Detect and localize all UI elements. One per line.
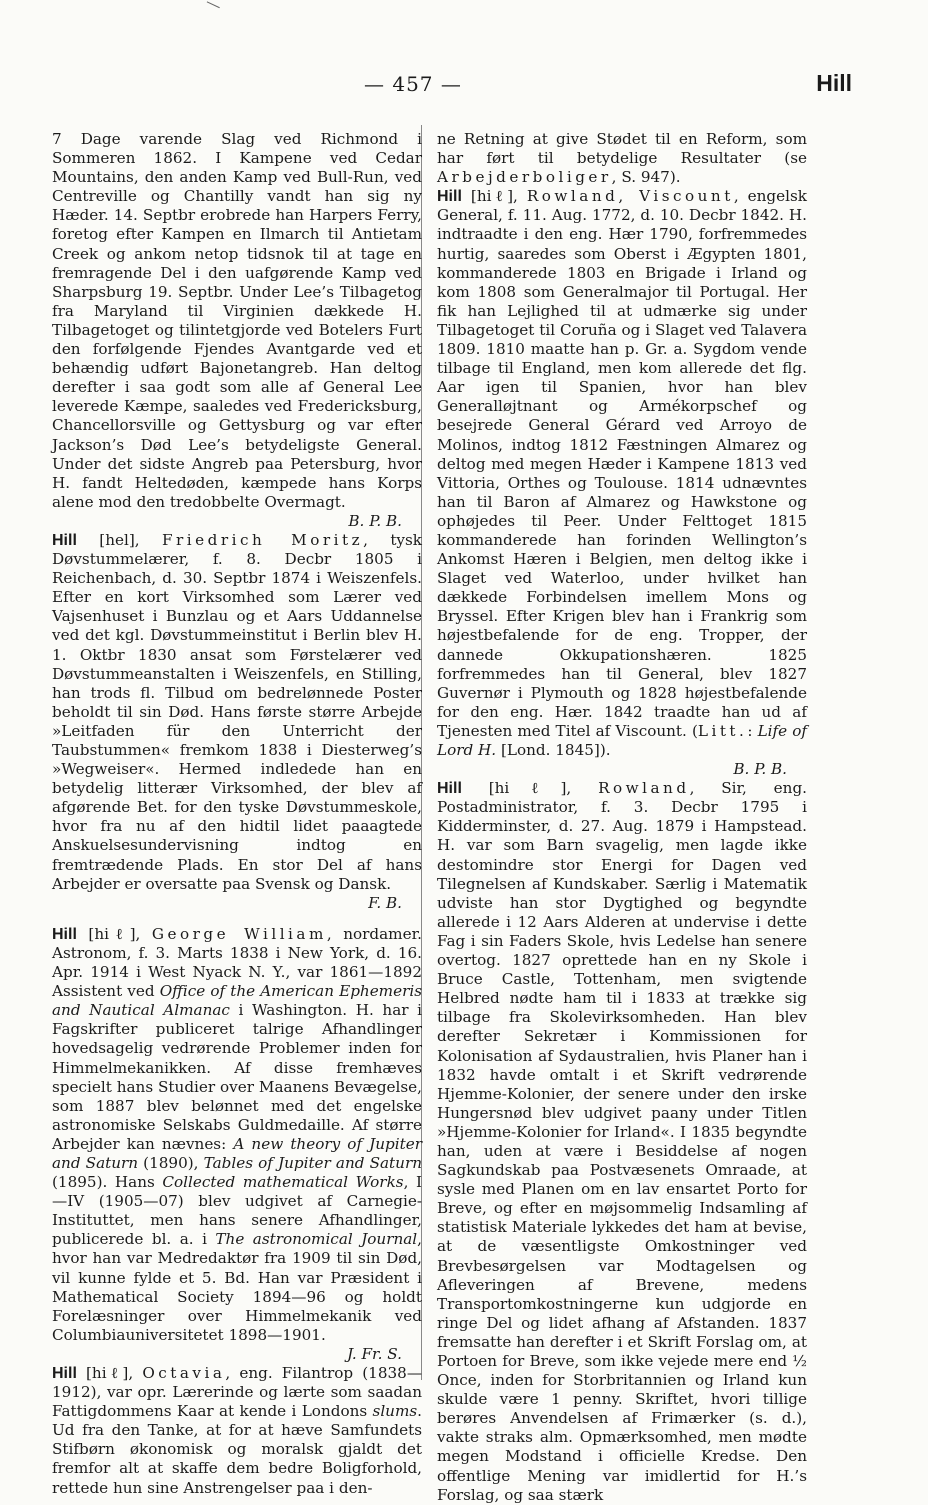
entry-text: (1890), xyxy=(138,1153,204,1172)
entry-text: , tysk Døvstummelærer, f. 8. Decbr 1805 i Reichenbach, d. 30. Septbr 1874 i Weiszenfels. Efter en kort Virksomhed som Lærer ved Vajsenhuset i Bunzlau og et Aars Uddannelse ved det kgl. Døvstummeinstitut i Berlin blev H. 1. Oktbr 1830 ansat som Førstelærer ved Døvstummeanstalten i Weiszenfels, en Stilling, han trods fl. Tilbud om bedrelønnede Poster beholdt til sin Død. Hans første større Arbejde »Leitfaden für den Unterricht der Taubstummen« fremkom 1838 i Diesterweg’s »Wegweiser«. Hermed indledede han en betydelig litterær Virksomhed, der blev af afgørende Bet. for den tyske Døvstummeskole, hvor fra nu af den hidtil lidet paaagtede Anskuelsesundervisning indtog en fremtrædende Plads. En stor Del af hans Arbejder er oversatte paa Svensk og Dansk. xyxy=(52,530,422,893)
right-column xyxy=(437,130,807,1505)
entry-name: Rowland, Viscount xyxy=(526,187,734,206)
author-signature: F. B. xyxy=(368,893,402,912)
pronunciation: [hiℓ], xyxy=(461,779,599,798)
entry-text: , nordamer. Astronom, f. 3. Marts 1838 i New York, d. 16. Apr. 1914 i West Nyack N. Y., var 1861—1892 Assistent ved xyxy=(52,924,422,1001)
page-header xyxy=(52,72,852,102)
entry-continuation xyxy=(52,130,422,531)
headword: Hill xyxy=(52,1365,77,1382)
author-signature: B. P. B. xyxy=(733,760,787,779)
cross-reference: Arbejderboliger xyxy=(437,168,612,187)
entry-name: George William xyxy=(151,924,327,943)
entry-hill-rowland-sir xyxy=(437,779,807,1505)
literature-label: Litt. xyxy=(697,721,748,740)
running-head: Hill xyxy=(816,70,852,96)
pronunciation: [hiℓ], xyxy=(461,187,527,206)
entry-hill-octavia xyxy=(52,1364,422,1498)
italic-title: A new theory of Jupiter and Saturn xyxy=(52,1134,422,1172)
headword: Hill xyxy=(52,925,77,943)
entry-text: , Sir, eng. Postadministrator, f. 3. Decbr 1795 i Kidderminster, d. 27. Aug. 1879 i Hampstead. H. var som Barn svagelig, men lagde ikke destomindre stor Energi for Dagen ved Tilegnelsen af Kundskaber. Særlig i Matematik udviste han stor Dygtighed og begyndte allerede i 12 Aars Alderen at undervise i dette Fag i sin Faders Skole, hvis Ledelse han senere overtog. 1827 oprettede han en ny Skole i Bruce Castle, Tottenham, men svigtende Helbred nødte ham til i 1833 at trække sig tilbage fra Skolevirksomheden. Han blev derefter Sekretær i Kommissionen for Kolonisation af Sydaustralien, hvis Planer han i 1832 havde omtalt i et Skrift vedrørende Hjemme-Kolonier, der senere under den irske Hungersnød blev udgivet paany under Titlen »Hjemme-Kolonier for Irland«. I 1835 begyndte han, uden at være i Besiddelse af nogen Sagkundskab paa Postvæsenets Omraade, at sysle med Planen om en lav ensartet Porto for Breve, og efter en møjsommelig Indsamling af statistisk Materiale lykkedes det ham at bevise, at de væsentligste Omkostninger ved Brevbesørgelsen var Modtagelsen og Afleveringen af Brevene, medens Transportomkostningerne kun udgjorde en ringe Del og lidet afhang af Afstanden. 1837 fremsatte han derefter i et Skrift Forslag om, at Portoen for Breve, som ikke vejede mere end ½ Once, inden for Storbritannien og Irland kun skulde være 1 penny. Skriftet, hvori tillige berøres Anvendelsen af Frimærker (s. d.), vakte straks alm. Opmærksomhed, men mødte megen Modstand i officielle Kredse. Den offentlige Mening var imidlertid for H.’s Forslag, og saa stærk xyxy=(437,779,808,1504)
headword: Hill xyxy=(437,188,462,206)
author-signature: J. Fr. S. xyxy=(346,1344,402,1363)
italic-title: Office of the American Ephemeris and Nautical Almanac xyxy=(52,982,422,1020)
entry-name: Friedrich Moritz xyxy=(162,530,364,549)
italic-title: Tables of Jupiter and Saturn xyxy=(203,1153,422,1172)
headword: Hill xyxy=(52,531,77,549)
entry-text: ne Retning at give Stødet til en Reform, som har ført til betydelige Resultater (se xyxy=(437,130,807,168)
entry-name: Rowland xyxy=(598,779,690,798)
entry-text: , engelsk General, f. 11. Aug. 1772, d. 10. Decbr 1842. H. indtraadte i den eng. Hær 1790, forfremmedes hurtig, saaredes som Oberst i Ægypten 1801, kommanderede 1803 en Brigade i Irland og kom 1808 som Generalmajor til Portugal. Her fik han Lejlighed til at udmærke sig under Tilbagetoget til Coruña og i Slaget ved Talavera 1809. 1810 maatte han p. Gr. a. Sygdom vende tilbage til England, men kom allerede det flg. Aar igen til Spanien, hvor han blev Generalløjtnant og Armékorpschef og besejrede General Gérard ved Arroyo de Molinos, indtog 1812 Fæstningen Almarez og deltog med megen Hæder i Kampene 1813 ved Vittoria, Orthes og Toulouse. 1814 udnævntes han til Baron af Almarez og Hawkstone og ophøjedes til Peer. Under Felttoget 1815 kommanderede han forinden Wellington’s Ankomst Hæren i Belgien, men deltog ikke i Slaget ved Waterloo, under hvilket han dækkede Forbindelsen imellem Mons og Bryssel. Efter Krigen blev han i Frankrig som højestbefalende for de eng. Tropper, der dannede Okkupationshæren. 1825 forfremmedes han til General, blev 1827 Guvernør i Plymouth og 1828 højestbefalende for den eng. Hær. 1842 traadte han ud af Tjenesten med Titel af Viscount. ( xyxy=(437,187,807,740)
entry-text: : xyxy=(747,721,758,740)
entry-text: , S. 947). xyxy=(611,168,681,187)
entry-text: , I—IV (1905—07) blev udgivet af Carnegie-Instituttet, men hans senere Afhandlinger, publicerede bl. a. i xyxy=(52,1173,422,1249)
entry-text: , hvor han var Medredaktør fra 1909 til sin Død, vil kunne fylde et 5. Bd. Han var Præsident i Mathematical Society 1894—96 og holdt Forelæsninger over Himmelmekanik ved Columbiauniversitetet 1898—1901. xyxy=(52,1230,422,1344)
entry-text: (1895). Hans xyxy=(52,1173,163,1192)
pronunciation: [hiℓ], xyxy=(76,924,152,943)
pronunciation: [hel], xyxy=(76,530,162,549)
headword: Hill xyxy=(437,780,462,798)
entry-continuation xyxy=(437,130,807,187)
entry-text: [Lond. 1845]). xyxy=(496,741,611,759)
scan-mark xyxy=(204,1,220,13)
entry-text: 7 Dage varende Slag ved Richmond i Sommeren 1862. I Kampene ved Cedar Mountains, den anden Kamp ved Bull-Run, ved Centreville og Chantilly vandt han sig ny Hæder. 14. Septbr erobrede han Harpers Ferry, foretog efter Kampen en Ilmarch til Antietam Creek og ankom netop tidsnok til at tage en fremragende Del i den uafgørende Kamp ved Sharpsburg 19. Septbr. Under Lee’s Tilbagetog fra Maryland til Virginien dækkede H. Tilbagetoget og tilintetgjorde ved Botelers Furt den forfølgende Fjendes Avantgarde ved et behændig udført Bajonetangreb. Han deltog derefter i saa godt som alle af General Lee leverede Kæmpe, saaledes ved Fredericksburg, Chancellorsville og Gettysburg og var efter Jackson’s Død Lee’s betydeligste General. Under det sidste Angreb paa Petersburg, hvor H. fandt Heltedøden, kæmpede hans Korps alene mod den tredobbelte Overmagt. xyxy=(52,130,422,511)
page-number: — 457 — xyxy=(364,72,462,96)
entry-text: i Washington. H. har i Fagskrifter publiceret talrige Afhandlinger hovedsagelig vedrørende Problemer inden for Himmelmekanikken. Af disse fremhæves specielt hans Studier over Maanens Bevægelse, som 1887 blev belønnet med det engelske astronomiske Selskabs Guldmedaille. Af større Arbejder kan nævnes: xyxy=(52,1001,422,1153)
entry-name: Octavia xyxy=(142,1364,226,1382)
entry-hill-friedrich-moritz xyxy=(52,531,422,913)
italic-title: Life of Lord H. xyxy=(437,721,807,759)
entry-hill-rowland-viscount xyxy=(437,187,807,779)
italic-title: The astronomical Journal xyxy=(215,1230,418,1249)
entry-hill-george-william xyxy=(52,925,422,1364)
author-signature: B. P. B. xyxy=(348,511,402,530)
pronunciation: [hiℓ], xyxy=(76,1364,143,1382)
italic-title: Collected mathematical Works xyxy=(162,1173,404,1192)
entry-text: . Ud fra den Tanke, at for at hæve Samfundets Stifbørn økonomisk og moralsk gjaldt det fremfor alt at skaffe dem bedre Boligforhold, rettede hun sine Anstrengelser paa i den- xyxy=(52,1402,422,1497)
entry-text: , eng. Filantrop (1838—1912), var opr. Lærerinde og lærte som saadan Fattigdommens Kaar at kende i Londons xyxy=(52,1364,423,1421)
italic-word: slums xyxy=(372,1402,418,1421)
left-column xyxy=(52,130,422,1498)
